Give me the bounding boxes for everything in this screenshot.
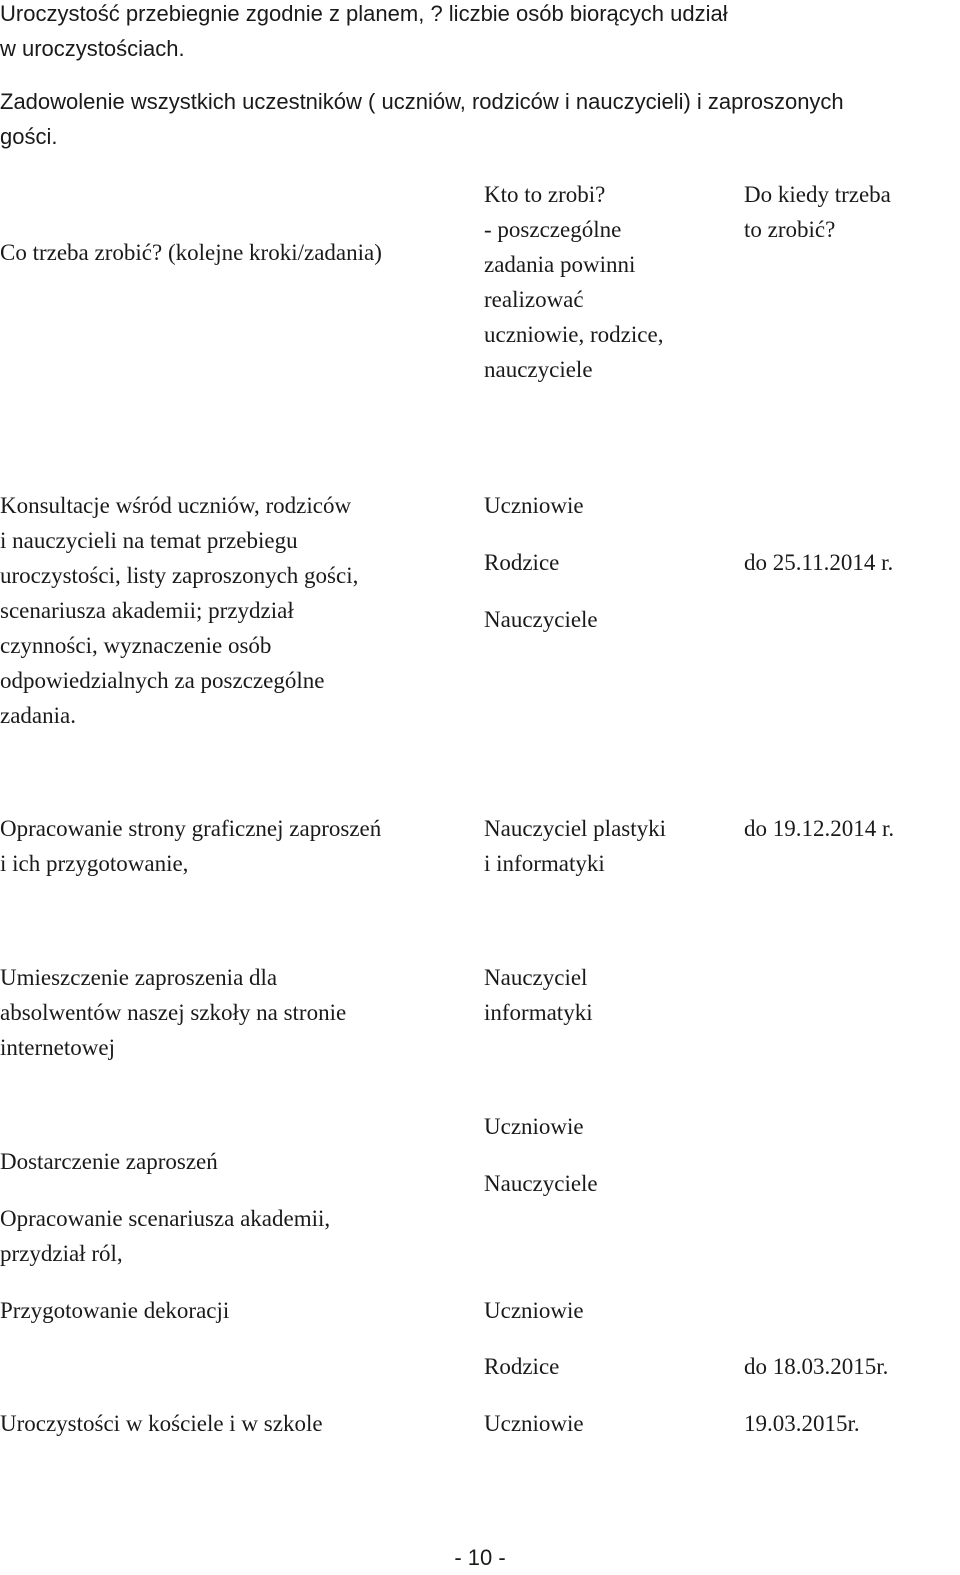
row-1-task <box>0 488 358 733</box>
task-line: internetowej <box>0 1035 115 1060</box>
final-task-5: Uroczystości w kościele i w szkole <box>0 1411 323 1436</box>
final-who-4: Rodzice <box>484 1354 560 1379</box>
task-line: uroczystości, listy zaproszonych gości, <box>0 563 359 588</box>
header-when-line: Do kiedy trzeba <box>744 182 891 207</box>
who-line: informatyki <box>484 1000 593 1025</box>
task-line: odpowiedzialnych za poszczególne <box>0 668 325 693</box>
task-line: i ich przygotowanie, <box>0 851 189 876</box>
final-when-2: 19.03.2015r. <box>744 1411 860 1436</box>
header-who-note-line: nauczyciele <box>484 357 593 382</box>
header-what: Co trzeba zrobić? (kolejne kroki/zadania) <box>0 240 382 265</box>
task-line: scenariusza akademii; przydział <box>0 598 294 623</box>
header-who-note-line: uczniowie, rodzice, <box>484 322 664 347</box>
page-number: - 10 - <box>454 1545 506 1570</box>
intro-line-1: Uroczystość przebiegnie zgodnie z planem, ? liczbie osób biorących udział <box>0 1 728 26</box>
row-1-who-3: Nauczyciele <box>484 607 598 632</box>
final-task-1: Dostarczenie zaproszeń <box>0 1149 218 1174</box>
intro-line-4: gości. <box>0 124 58 149</box>
header-who-note-line: realizować <box>484 287 584 312</box>
header-who-title: Kto to zrobi? <box>484 182 606 207</box>
header-who <box>484 177 663 387</box>
task-line: zadania. <box>0 703 76 728</box>
who-line: Nauczyciel <box>484 965 588 990</box>
final-when-1: do 18.03.2015r. <box>744 1354 889 1379</box>
header-who-note-line: zadania powinni <box>484 252 636 277</box>
row-3-who <box>484 960 593 1030</box>
final-task-2: Opracowanie scenariusza akademii, <box>0 1206 331 1231</box>
final-who-1: Uczniowie <box>484 1114 584 1139</box>
final-who-3: Uczniowie <box>484 1298 584 1323</box>
row-3-task <box>0 960 346 1065</box>
final-who-5: Uczniowie <box>484 1411 584 1436</box>
task-line: i nauczycieli na temat przebiegu <box>0 528 298 553</box>
task-line: czynności, wyznaczenie osób <box>0 633 272 658</box>
final-task-4: Przygotowanie dekoracji <box>0 1298 230 1323</box>
header-when-line: to zrobić? <box>744 217 836 242</box>
row-2-who <box>484 811 666 881</box>
header-when <box>744 177 891 247</box>
row-1-when: do 25.11.2014 r. <box>744 550 894 575</box>
task-line: Umieszczenie zaproszenia dla <box>0 965 278 990</box>
row-1-who-1: Uczniowie <box>484 493 584 518</box>
row-1-who-2: Rodzice <box>484 550 560 575</box>
header-who-note-line: - poszczególne <box>484 217 622 242</box>
task-line: Opracowanie strony graficznej zaproszeń <box>0 816 382 841</box>
final-task-3: przydział ról, <box>0 1241 123 1266</box>
final-who-2: Nauczyciele <box>484 1171 598 1196</box>
row-2-when: do 19.12.2014 r. <box>744 816 895 841</box>
intro-line-2: w uroczystościach. <box>0 36 185 61</box>
task-line: Konsultacje wśród uczniów, rodziców <box>0 493 352 518</box>
intro-line-3: Zadowolenie wszystkich uczestników ( uczniów, rodziców i nauczycieli) i zaproszonych <box>0 89 844 114</box>
who-line: Nauczyciel plastyki <box>484 816 667 841</box>
row-2-task <box>0 811 381 881</box>
who-line: i informatyki <box>484 851 605 876</box>
task-line: absolwentów naszej szkoły na stronie <box>0 1000 347 1025</box>
